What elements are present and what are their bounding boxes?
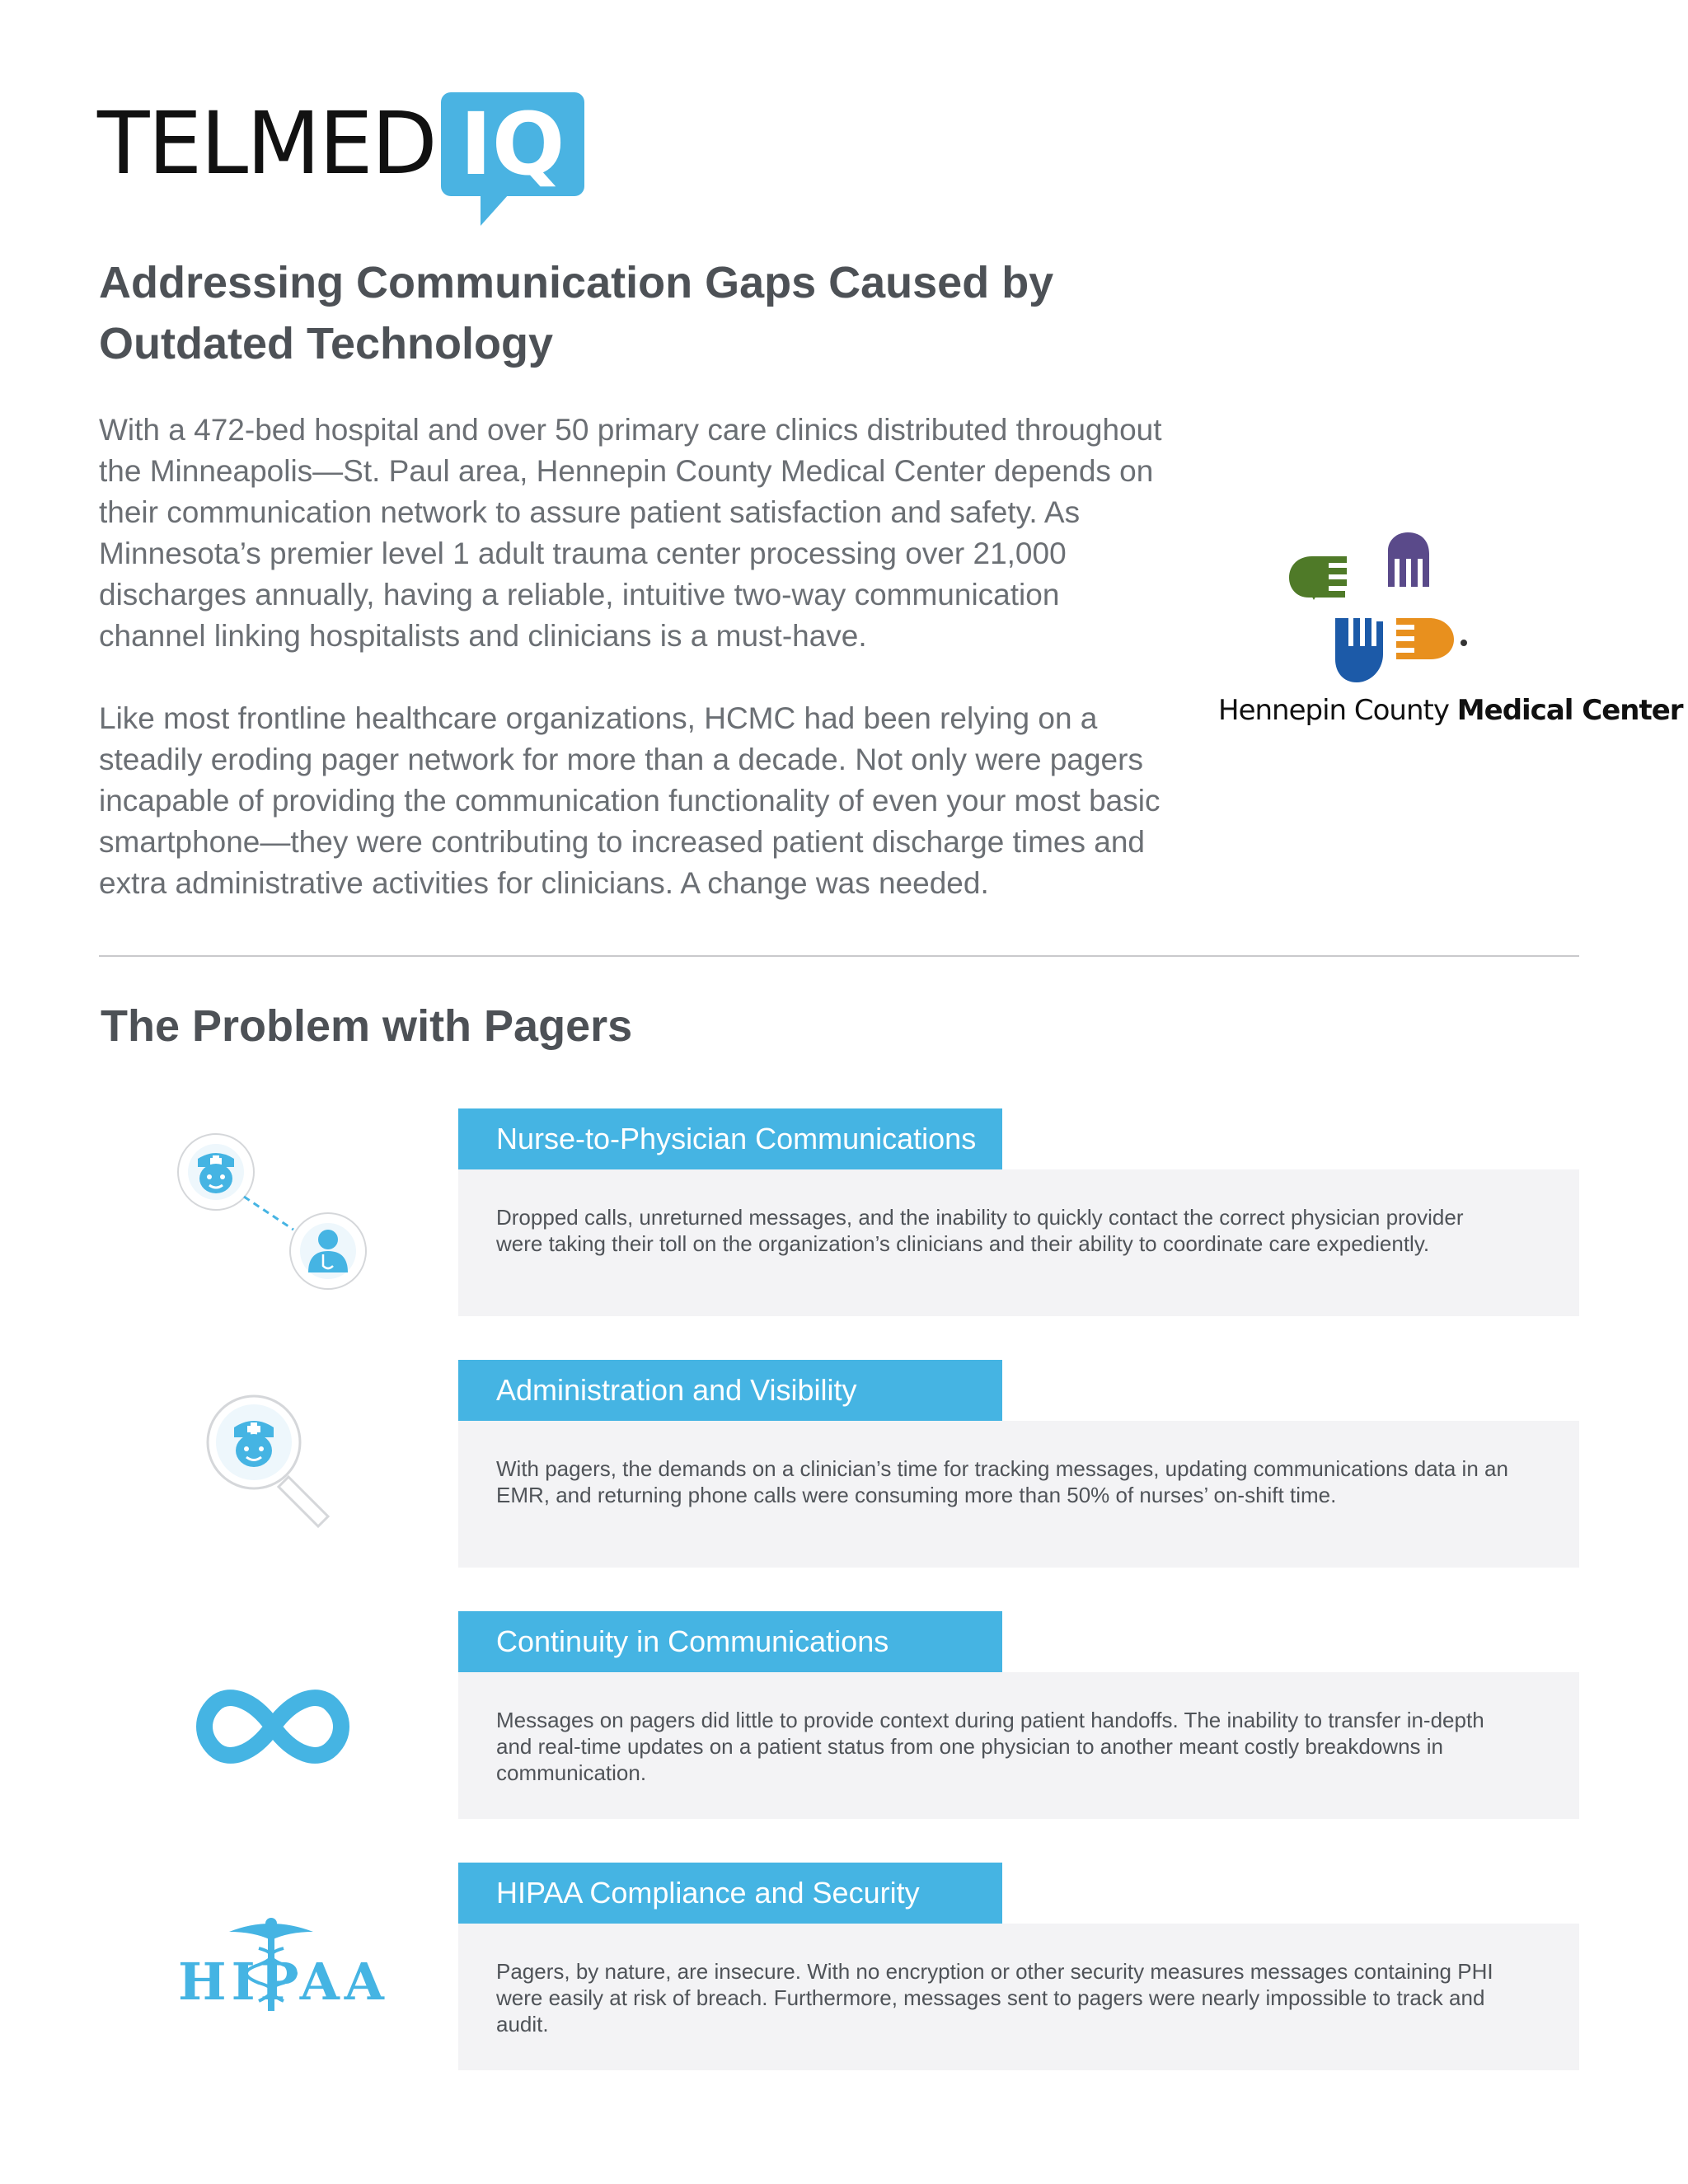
problem-card-nurse-physician [458,1169,1579,1316]
telmediq-logo [97,92,584,196]
logo-speech-bubble [441,92,584,196]
problem-title-continuity: Continuity in Communications [458,1611,1002,1672]
problem-text: Messages on pagers did little to provide context during patient handoffs. The inability to transfer in-depth and real-time updates on a patient status from one physician to another meant costly breakdowns in communication. [496,1708,1484,1785]
problem-card-hipaa [458,1924,1579,2070]
section-divider [99,955,1579,957]
problem-title-administration: Administration and Visibility [458,1360,1002,1421]
logo-text: TELMED [97,93,436,194]
purple-hand-icon [1388,532,1429,587]
orange-hand-icon [1396,618,1454,659]
hcmc-name: Hennepin County Medical Center [1218,694,1683,727]
green-hand-icon [1289,556,1347,600]
blue-hand-icon [1335,618,1383,682]
nurse-physician-icon [170,1131,376,1296]
problem-text: With pagers, the demands on a clinician’s time for tracking messages, updating communications data in an EMR, and returning phone calls were consuming more than 50% of nurses’ on-shift time. [496,1456,1508,1507]
hipaa-caduceus-icon [176,1915,389,2014]
logo-badge-text: IQ [460,94,565,194]
problem-title-hipaa: HIPAA Compliance and Security [458,1863,1002,1924]
infinity-icon [195,1681,351,1772]
registered-mark-icon [1461,640,1467,646]
problem-card-continuity [458,1672,1579,1819]
problem-title-nurse-physician: Nurse-to-Physician Communications [458,1108,1002,1169]
problem-card-administration [458,1421,1579,1568]
intro-paragraph-1: With a 472-bed hospital and over 50 primary care clinics distributed throughout the Minneapolis—St. Paul area, Hennepin County Medical Center depends on their communication network to assure patient satisfaction and safety. As Minnesota’s premier level 1 adult trauma center processing over 21,000 discharges annually, having a reliable, intuitive two-way communication channel linking hospitalists and clinicians is a must-have. [99,413,1162,653]
nurse-magnifier-icon [196,1391,345,1531]
hipaa-logo-text: HIPAA [178,1952,389,2012]
intro-paragraph-2: Like most frontline healthcare organizations, HCMC had been relying on a steadily eroding pager network for more than a decade. Not only were pagers incapable of providing the communication functionality of even your most basic smartphone—they were contributing to increased patient discharge times and extra administrative activities for clinicians. A change was needed. [99,701,1160,900]
section-title: The Problem with Pagers [101,1001,633,1051]
page-title: Addressing Communication Gaps Caused by Outdated Technology [99,258,1054,368]
problem-text: Pagers, by nature, are insecure. With no encryption or other security measures messages containing PHI were easily at risk of breach. Furthermore, messages sent to pagers were nearly impossible to track and audit. [496,1959,1493,2036]
problem-text: Dropped calls, unreturned messages, and the inability to quickly contact the correct physician provider were taking their toll on the organization’s clinicians and their ability to coordinate care expediently. [496,1205,1464,1256]
